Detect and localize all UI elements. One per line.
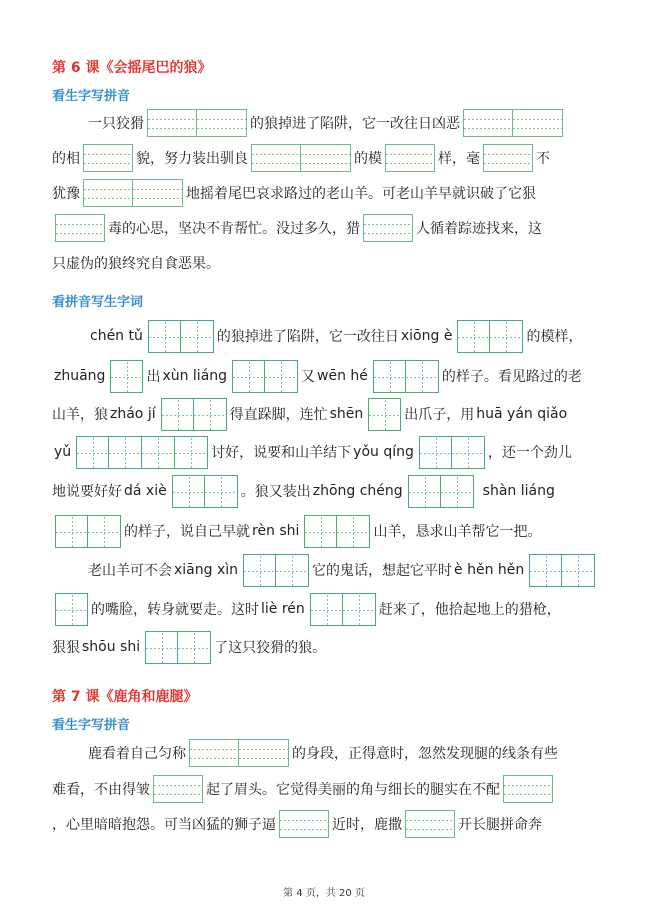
hanzi-blank[interactable] xyxy=(304,515,370,548)
text-line xyxy=(52,591,561,627)
text-segment: 不 xyxy=(536,151,550,167)
section-write-pinyin-1: 看生字写拼音 xyxy=(52,89,131,104)
pinyin-prompt: huā yán qiǎo xyxy=(476,406,568,422)
text-segment: 了这只狡猾的狼。 xyxy=(214,640,327,656)
pinyin-prompt: shàn liáng xyxy=(482,483,555,499)
pinyin-blank[interactable] xyxy=(363,214,413,242)
text-segment: 地摇着尾巴哀求路过的老山羊。可老山羊早就识破了它狠 xyxy=(186,186,536,202)
pinyin-prompt: chén tǔ xyxy=(90,328,143,344)
text-line xyxy=(52,212,542,244)
text-segment: 狠狠 xyxy=(52,640,80,656)
hanzi-blank[interactable] xyxy=(529,554,595,587)
pinyin-blank[interactable] xyxy=(189,739,289,767)
pinyin-prompt: xùn liáng xyxy=(162,368,228,384)
pinyin-prompt: wēn hé xyxy=(317,368,368,384)
text-line xyxy=(88,107,566,139)
hanzi-blank[interactable] xyxy=(457,320,523,353)
text-segment: 开长腿拼命奔 xyxy=(458,817,542,833)
text-line xyxy=(52,247,220,279)
page-footer: 第 4 页，共 20 页 xyxy=(283,888,365,899)
text-segment: 的狼掉进了陷阱，它一改往日凶恶 xyxy=(250,116,460,132)
text-line xyxy=(52,513,541,549)
text-segment: 犹豫 xyxy=(52,186,80,202)
pinyin-prompt: zháo jí xyxy=(110,406,156,422)
text-line xyxy=(52,177,536,209)
pinyin-blank[interactable] xyxy=(83,179,183,207)
text-segment: 的样子，说自己早就 xyxy=(124,524,250,540)
text-line xyxy=(52,773,556,805)
pinyin-blank[interactable] xyxy=(279,810,329,838)
hanzi-blank[interactable] xyxy=(110,360,143,393)
text-segment: 人循着踪迹找来，这 xyxy=(416,221,542,237)
pinyin-prompt: rèn shi xyxy=(252,523,300,539)
pinyin-blank[interactable] xyxy=(503,775,553,803)
lesson-7-title: 第 7 课《鹿角和鹿腿》 xyxy=(52,689,198,705)
pinyin-blank[interactable] xyxy=(147,109,247,137)
hanzi-blank[interactable] xyxy=(373,360,439,393)
text-line xyxy=(52,142,550,174)
pinyin-prompt: xiōng è xyxy=(400,328,453,344)
text-segment: 只虚伪的狼终究自食恶果。 xyxy=(52,256,220,272)
text-segment: 得直跺脚，连忙 xyxy=(229,407,328,423)
text-segment: 地说要好好 xyxy=(52,484,122,500)
text-segment: ，心里暗暗抱怨。可当凶猛的狮子逼 xyxy=(52,817,276,833)
text-segment: 起了眉头。它觉得美丽的角与细长的腿实在不配 xyxy=(206,782,500,798)
text-segment: 又 xyxy=(301,369,316,385)
text-segment: 山羊，恳求山羊帮它一把。 xyxy=(373,524,542,540)
pinyin-blank[interactable] xyxy=(83,144,133,172)
text-segment: 近时，鹿撒 xyxy=(332,817,402,833)
text-segment: ，还一个劲儿 xyxy=(487,445,572,461)
text-segment: 的身段，正得意时，忽然发现腿的线条有些 xyxy=(292,746,558,762)
hanzi-blank[interactable] xyxy=(172,475,238,508)
pinyin-prompt: zhuāng xyxy=(54,368,106,384)
hanzi-blank[interactable] xyxy=(232,360,298,393)
hanzi-blank[interactable] xyxy=(419,436,485,469)
text-segment: 出 xyxy=(146,369,161,385)
hanzi-blank[interactable] xyxy=(55,515,121,548)
text-segment: 山羊，狼 xyxy=(52,407,108,423)
hanzi-blank[interactable] xyxy=(161,398,227,431)
pinyin-prompt: dá xiè xyxy=(124,483,167,499)
text-line xyxy=(88,737,558,769)
text-line xyxy=(52,396,569,432)
text-line xyxy=(52,434,572,470)
hanzi-blank[interactable] xyxy=(243,554,309,587)
pinyin-blank[interactable] xyxy=(55,214,105,242)
text-segment: 出爪子，用 xyxy=(404,407,475,423)
hanzi-blank[interactable] xyxy=(76,436,208,469)
text-segment: 讨好，说要和山羊结下 xyxy=(211,445,352,461)
pinyin-blank[interactable] xyxy=(405,810,455,838)
pinyin-blank[interactable] xyxy=(153,775,203,803)
text-segment: 鹿看着自己匀称 xyxy=(88,746,186,762)
pinyin-prompt: shēn xyxy=(329,406,364,422)
section-write-pinyin-2: 看生字写拼音 xyxy=(52,718,131,733)
pinyin-prompt: zhōng chéng xyxy=(312,483,403,499)
text-line xyxy=(52,358,582,394)
text-segment: 难看，不由得皱 xyxy=(52,782,150,798)
pinyin-blank[interactable] xyxy=(385,144,435,172)
text-segment: 一只狡猾 xyxy=(88,116,144,132)
pinyin-prompt: yǒu qíng xyxy=(353,444,414,460)
text-segment: 的嘴脸，转身就要走。这时 xyxy=(91,602,259,618)
lesson-6-title: 第 6 课《会摇尾巴的狼》 xyxy=(52,60,212,76)
hanzi-blank[interactable] xyxy=(310,593,376,626)
pinyin-prompt: yǔ xyxy=(54,444,72,460)
section-write-characters: 看拼音写生字词 xyxy=(52,295,144,310)
hanzi-blank[interactable] xyxy=(55,593,88,626)
pinyin-prompt: xiāng xìn xyxy=(174,562,239,578)
hanzi-blank[interactable] xyxy=(408,475,474,508)
text-segment: 它的鬼话，想起它平时 xyxy=(312,563,453,579)
hanzi-blank[interactable] xyxy=(145,631,211,664)
text-segment: 貌，努力装出驯良 xyxy=(136,151,248,167)
pinyin-blank[interactable] xyxy=(463,109,563,137)
text-segment: 毒的心思，坚决不肯帮忙。没过多久，猎 xyxy=(108,221,360,237)
pinyin-prompt: shōu shi xyxy=(82,639,141,655)
text-segment: 赶来了，他拾起地上的猎枪， xyxy=(378,602,561,618)
text-segment: 的模 xyxy=(354,151,382,167)
text-segment: 。狼又装出 xyxy=(240,484,311,500)
text-segment: 的狼掉进了陷阱，它一改往日 xyxy=(216,329,399,345)
text-line xyxy=(88,552,598,588)
pinyin-prompt: è hěn hěn xyxy=(454,562,525,578)
text-line xyxy=(52,808,542,840)
text-line xyxy=(52,629,326,665)
text-line xyxy=(52,473,557,509)
hanzi-blank[interactable] xyxy=(148,320,214,353)
text-segment: 的模样， xyxy=(526,329,583,345)
text-segment: 的相 xyxy=(52,151,80,167)
text-segment: 老山羊可不会 xyxy=(88,563,172,579)
hanzi-blank[interactable] xyxy=(368,398,401,431)
pinyin-prompt: liè rén xyxy=(261,601,305,617)
text-segment: 的样子。看见路过的老 xyxy=(441,369,582,385)
pinyin-blank[interactable] xyxy=(251,144,351,172)
text-segment: 样，毫 xyxy=(438,151,480,167)
text-line xyxy=(88,318,582,354)
pinyin-blank[interactable] xyxy=(483,144,533,172)
